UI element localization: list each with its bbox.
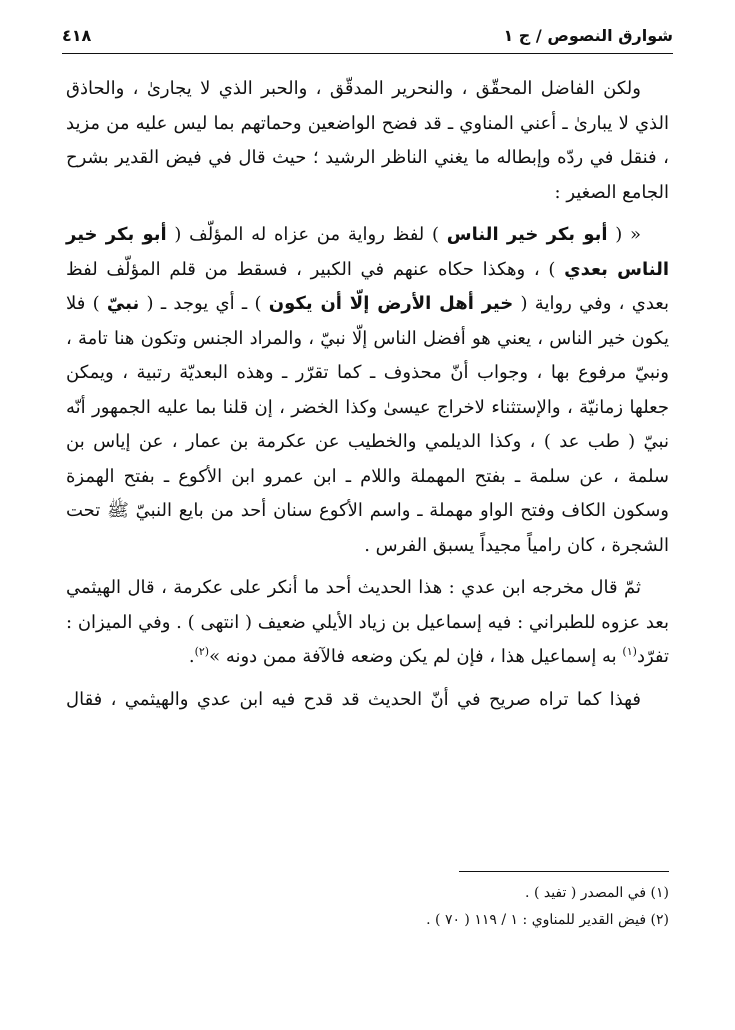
footnote-1: (١) في المصدر ( تفيد ) . [525,885,669,901]
text-run: ) ، وهكذا حكاه عنهم في الكبير ، فسقط من قلم المؤلّف لفظ بعدي ، وفي رواية ( [66,258,669,314]
hadith-text: نبيّ [106,293,140,314]
running-header [62,22,673,48]
text-run: به إسماعيل هذا ، فإن لم يكن وضعه فالآفة ممن دونه » [209,646,623,667]
hadith-text: أبو بكر خير الناس [446,224,608,245]
footnote-2: (٢) فيض القدير للمناوي : ١ / ١١٩ ( ٧٠ ) . [426,912,669,928]
text-run: « ( [607,224,641,245]
text-run: . [188,646,195,667]
footnote-rule [459,871,669,872]
paragraph-4 [66,683,669,718]
hadith-text: أبو بكر خير الناس بعدي [66,224,669,280]
text-run: ولكن الفاضل المحقّق ، والنحرير المدقّق ، والحبر الذي لا يجارىٰ ، والحاذق الذي لا يبارىٰ ـ أعني المناوي ـ قد فضح الواضعين وحماتهم بما ليس عليه من مزيد ، فنقل في ردّه وإبطاله ما يغني الناظر الرشيد ؛ حيث قال في فيض القدير بشرح الجامع الصغير : [66,78,669,203]
book-title: شوارق النصوص / ج ١ [503,25,673,45]
header-rule [62,53,673,54]
paragraph-3 [66,571,669,675]
paragraph-2 [66,218,669,563]
body-text [66,72,669,717]
footnotes [66,880,669,934]
text-run: ) فلا يكون خير الناس ، يعني هو أفضل الناس إلّا نبيّ ، والمراد الجنس وتكون هنا تامة ، ونبيّ مرفوع بها ، وجواب أنّ محذوف ـ كما تقرّر ـ وهذه البعديّة رتبية ، ويمكن جعلها زمانيّة ، والإستثناء لاخراج عيسىٰ وكذا الخضر ، إن قلنا بما عليه الجمهور أنّه نبيّ ( طب عد ) ، وكذا الديلمي والخطيب عن عكرمة بن عمار ، عن إياس بن سلمة ، عن سلمة ـ بفتح المهملة واللام ـ ابن عمرو ابن الأكوع ـ بفتح الهمزة وسكون الكاف وفتح الواو مهملة ـ واسم الأكوع سنان أحد من بايع النبيّ ﷺ تحت الشجرة ، كان رامياً مجيداً يسبق الفرس . [66,293,669,556]
text-run: ) ـ أي يوجد ـ ( [139,293,269,314]
hadith-text: خير أهل الأرض إلّا أن يكون [268,293,514,314]
paragraph-1 [66,72,669,210]
footnote-ref: (٢) [194,645,210,658]
text-run: ) لفظ رواية من عزاه له المؤلّف ( [166,224,447,245]
footnote-ref: (١) [622,645,637,658]
text-run: فهذا كما تراه صريح في أنّ الحديث قد قدح فيه ابن عدي والهيثمي ، فقال [66,688,641,710]
text-run: ثمّ قال مخرجه ابن عدي : هذا الحديث أحد ما أنكر على عكرمة ، قال الهيثمي بعد عزوه للطبراني : فيه إسماعيل بن زياد الأيلي ضعيف ( انتهى ) . وفي الميزان : تفرّد [66,577,669,667]
page-number: ٤١٨ [62,25,92,45]
